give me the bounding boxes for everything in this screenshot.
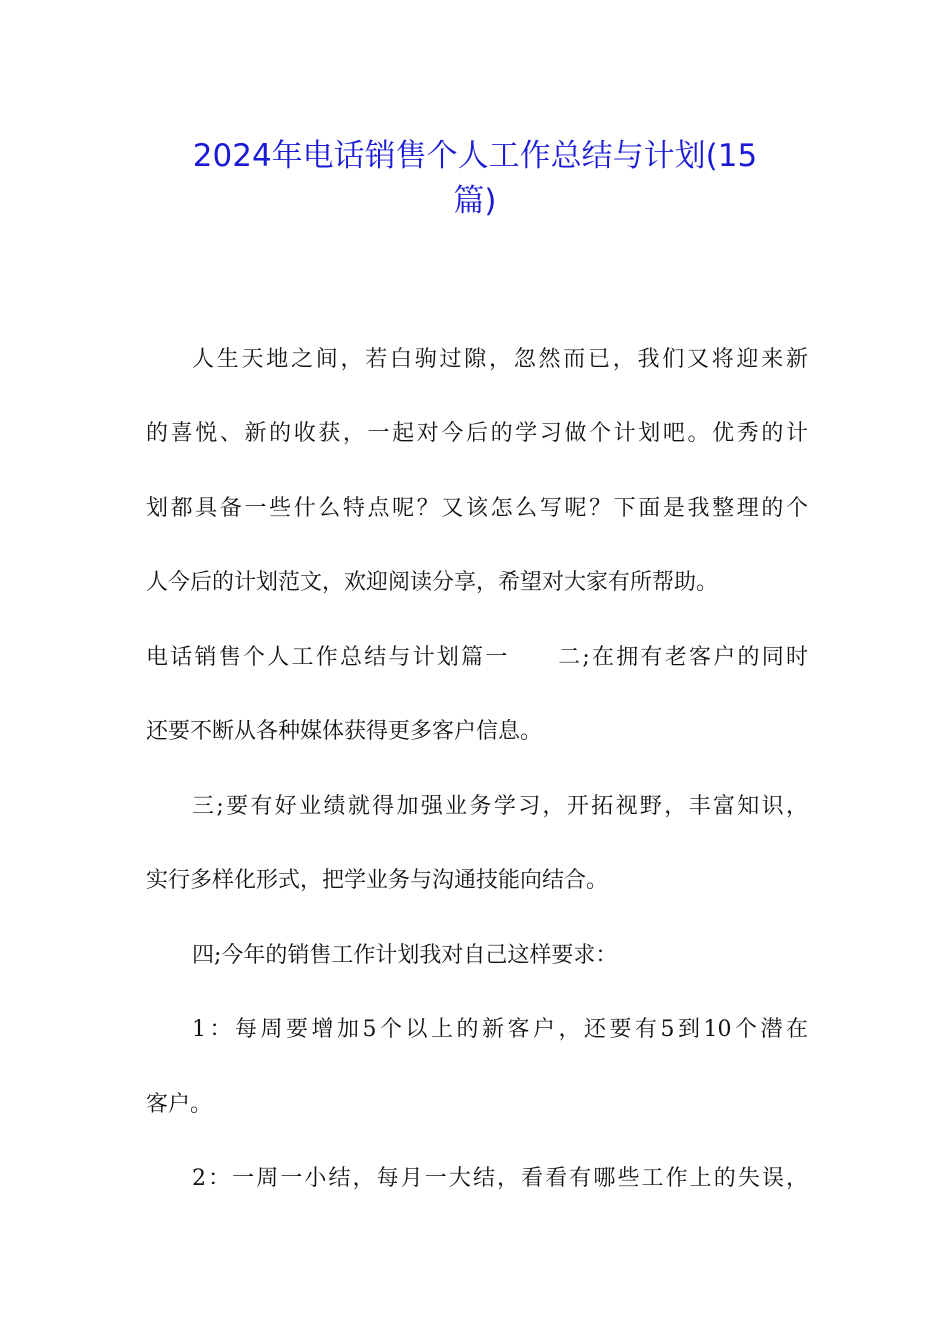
paragraph-line: 还要不断从各种媒体获得更多客户信息。 [146,719,543,744]
section-heading-line: 电话销售个人工作总结与计划篇一 二;在拥有老客户的同时 [146,645,808,670]
paragraph-line: 三;要有好业绩就得加强业务学习，开拓视野，丰富知识， [192,794,808,819]
list-item-line: 客户。 [146,1092,213,1117]
paragraph-line: 四;今年的销售工作计划我对自己这样要求： [192,943,618,968]
document-title-line-2: 篇) [453,183,497,219]
list-item-line: 1：每周要增加5个以上的新客户，还要有5到10个潜在 [192,1017,808,1042]
paragraph-line: 人生天地之间，若白驹过隙，忽然而已，我们又将迎来新 [192,347,808,372]
paragraph-line: 人今后的计划范文，欢迎阅读分享，希望对大家有所帮助。 [146,570,719,595]
paragraph-line: 划都具备一些什么特点呢？又该怎么写呢？下面是我整理的个 [146,496,808,521]
paragraph-line: 实行多样化形式，把学业务与沟通技能向结合。 [146,868,609,893]
paragraph-line: 的喜悦、新的收获，一起对今后的学习做个计划吧。优秀的计 [146,421,808,446]
list-item-line: 2：一周一小结，每月一大结，看看有哪些工作上的失误， [192,1166,808,1191]
document-title-line-1: 2024年电话销售个人工作总结与计划(15 [192,138,758,174]
